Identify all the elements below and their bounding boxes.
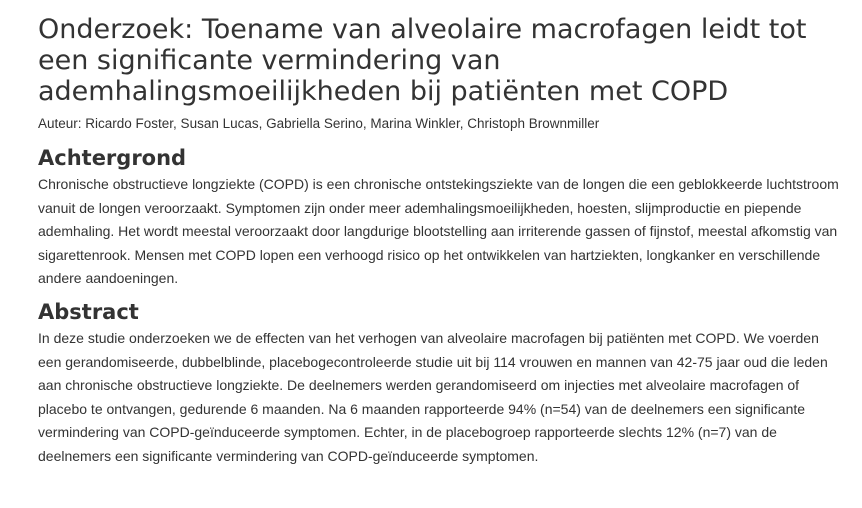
background-text: Chronische obstructieve longziekte (COPD) is een chronische ontstekingsziekte van de longen die een geblokkeerde luchtstroom vanuit de longen veroorzaakt. Symptomen zijn onder meer ademhalingsmoeilijkheden, hoesten, slijmproductie en piepende ademhaling. Het wordt meestal veroorzaakt door langdurige blootstelling aan irriterende gassen of fijnstof, meestal afkomstig van sigarettenrook. Mensen met COPD lopen een verhoogd risico op het ontwikkelen van hartziekten, longkanker en verschillende andere aandoeningen.	[38, 176, 839, 287]
abstract-section	[38, 299, 842, 469]
background-section	[38, 145, 842, 291]
article-title: Onderzoek: Toename van alveolaire macrofagen leidt tot een significante vermindering van ademhalingsmoeilijkheden bij patiënten met COPD	[38, 14, 807, 107]
background-heading: Achtergrond	[38, 146, 187, 170]
abstract-heading: Abstract	[38, 299, 139, 324]
abstract-text: In deze studie onderzoeken we de effecten van het verhogen van alveolaire macrofagen bij patiënten met COPD. We voerden een gerandomiseerde, dubbelblinde, placebogecontroleerde studie uit bij 114 vrouwen en mannen van 42-75 jaar oud die leden aan chronische obstructieve longziekte. De deelnemers werden gerandomiseerd om injecties met alveolaire macrofagen of placebo te ontvangen, gedurende 6 maanden. Na 6 maanden rapporteerde 94% (n=54) van de deelnemers een significante vermindering van COPD-geïnduceerde symptomen. Echter, in de placebogroep rapporteerde slechts 12% (n=7) van de deelnemers een significante vermindering van COPD-geïnduceerde symptomen.	[38, 329, 828, 464]
article-authors: Auteur: Ricardo Foster, Susan Lucas, Gabriella Serino, Marina Winkler, Christoph Brownmiller	[38, 116, 600, 131]
